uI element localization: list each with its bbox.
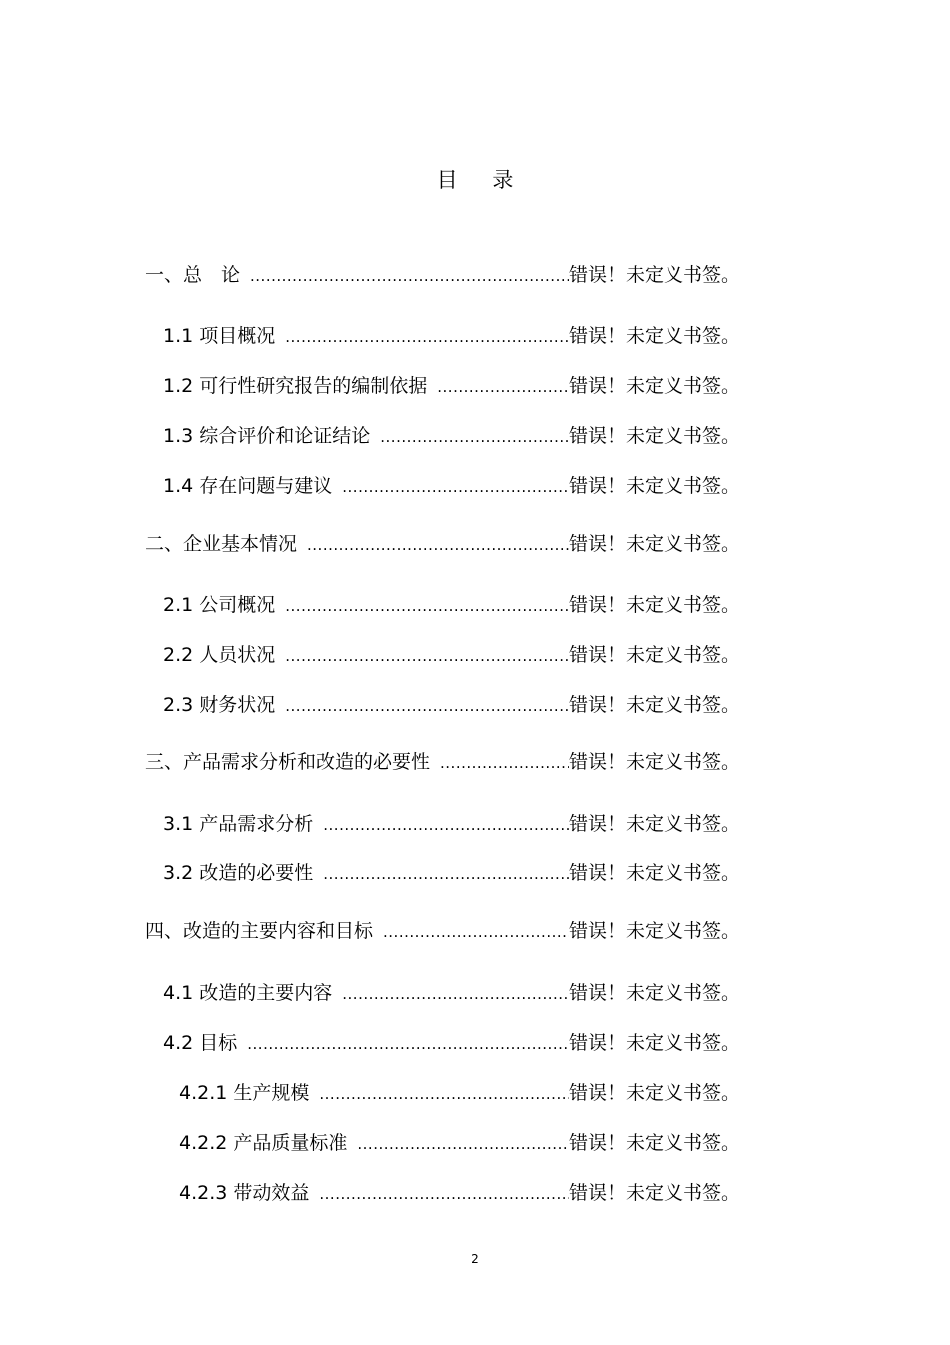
toc-entry[interactable] xyxy=(145,748,740,777)
toc-entry-label: 四、改造的主要内容和目标 xyxy=(145,920,374,942)
toc-entry-ref: 错误！未定义书签。 xyxy=(568,1132,740,1154)
toc-entry[interactable] xyxy=(179,1179,740,1208)
toc-entry[interactable] xyxy=(145,530,740,559)
toc-entry-label: 三、产品需求分析和改造的必要性 xyxy=(145,751,431,773)
toc-entry-label: 2.2 人员状况 xyxy=(163,644,276,666)
toc-entry[interactable] xyxy=(163,641,740,670)
toc-entry-ref: 错误！未定义书签。 xyxy=(568,375,740,397)
toc-entry-label: 2.1 公司概况 xyxy=(163,594,276,616)
toc-leader-dots xyxy=(285,592,569,620)
toc-entry[interactable] xyxy=(163,372,740,401)
toc-entry-label: 二、企业基本情况 xyxy=(145,533,298,555)
toc-entry-ref: 错误！未定义书签。 xyxy=(568,644,740,666)
toc-entry-ref: 错误！未定义书签。 xyxy=(568,982,740,1004)
toc-entry-label: 1.1 项目概况 xyxy=(163,325,276,347)
toc-entry[interactable] xyxy=(163,859,740,888)
toc-entry[interactable] xyxy=(163,422,740,451)
toc-entry[interactable] xyxy=(179,1129,740,1158)
toc-entry-label: 3.1 产品需求分析 xyxy=(163,813,314,835)
toc-entry-ref: 错误！未定义书签。 xyxy=(568,475,740,497)
toc-leader-dots xyxy=(323,811,569,839)
toc-leader-dots xyxy=(440,749,569,777)
toc-entry-ref: 错误！未定义书签。 xyxy=(568,1082,740,1104)
toc-entry-ref: 错误！未定义书签。 xyxy=(568,325,740,347)
toc-entry-ref: 错误！未定义书签。 xyxy=(568,862,740,884)
toc-entry[interactable] xyxy=(163,591,740,620)
toc-entry-label: 4.1 改造的主要内容 xyxy=(163,982,333,1004)
toc-leader-dots xyxy=(437,373,569,401)
toc-leader-dots xyxy=(285,692,569,720)
toc-entry-ref: 错误！未定义书签。 xyxy=(568,264,740,286)
toc-entry[interactable] xyxy=(163,979,740,1008)
toc-entry-label: 4.2.3 带动效益 xyxy=(179,1182,310,1204)
toc-entry-ref: 错误！未定义书签。 xyxy=(568,425,740,447)
toc-entry-ref: 错误！未定义书签。 xyxy=(568,920,740,942)
toc-leader-dots xyxy=(285,323,569,351)
toc-leader-dots xyxy=(250,262,569,290)
toc-entry-label: 3.2 改造的必要性 xyxy=(163,862,314,884)
toc-leader-dots xyxy=(383,918,569,946)
toc-entry-label: 1.3 综合评价和论证结论 xyxy=(163,425,371,447)
toc-leader-dots xyxy=(307,531,569,559)
toc-entry-label: 1.4 存在问题与建议 xyxy=(163,475,333,497)
toc-entry[interactable] xyxy=(163,810,740,839)
toc-entry[interactable] xyxy=(179,1079,740,1108)
toc-entry-ref: 错误！未定义书签。 xyxy=(568,813,740,835)
toc-leader-dots xyxy=(342,980,569,1008)
toc-entry-ref: 错误！未定义书签。 xyxy=(568,751,740,773)
toc-entry-label: 1.2 可行性研究报告的编制依据 xyxy=(163,375,428,397)
toc-entry[interactable] xyxy=(163,1029,740,1058)
page-title: 目 录 xyxy=(436,168,528,192)
toc-entry-ref: 错误！未定义书签。 xyxy=(568,594,740,616)
toc-leader-dots xyxy=(380,423,569,451)
toc-leader-dots xyxy=(342,473,569,501)
toc-leader-dots xyxy=(285,642,569,670)
toc-entry-label: 4.2 目标 xyxy=(163,1032,238,1054)
toc-leader-dots xyxy=(319,1180,569,1208)
toc-entry-ref: 错误！未定义书签。 xyxy=(568,1032,740,1054)
toc-entry-ref: 错误！未定义书签。 xyxy=(568,1182,740,1204)
toc-entry[interactable] xyxy=(163,322,740,351)
toc-entry[interactable] xyxy=(145,917,740,946)
toc-leader-dots xyxy=(319,1080,569,1108)
toc-entry-label: 一、总 论 xyxy=(145,264,241,286)
toc-leader-dots xyxy=(323,860,569,888)
toc-leader-dots xyxy=(247,1030,569,1058)
toc-entry[interactable] xyxy=(163,691,740,720)
toc-entry-ref: 错误！未定义书签。 xyxy=(568,694,740,716)
page-number: 2 xyxy=(471,1252,479,1266)
toc-leader-dots xyxy=(357,1130,569,1158)
toc-entry-ref: 错误！未定义书签。 xyxy=(568,533,740,555)
toc-entry-label: 4.2.2 产品质量标准 xyxy=(179,1132,348,1154)
toc-entry[interactable] xyxy=(145,261,740,290)
toc-entry-label: 4.2.1 生产规模 xyxy=(179,1082,310,1104)
toc-entry-label: 2.3 财务状况 xyxy=(163,694,276,716)
toc-entry[interactable] xyxy=(163,472,740,501)
